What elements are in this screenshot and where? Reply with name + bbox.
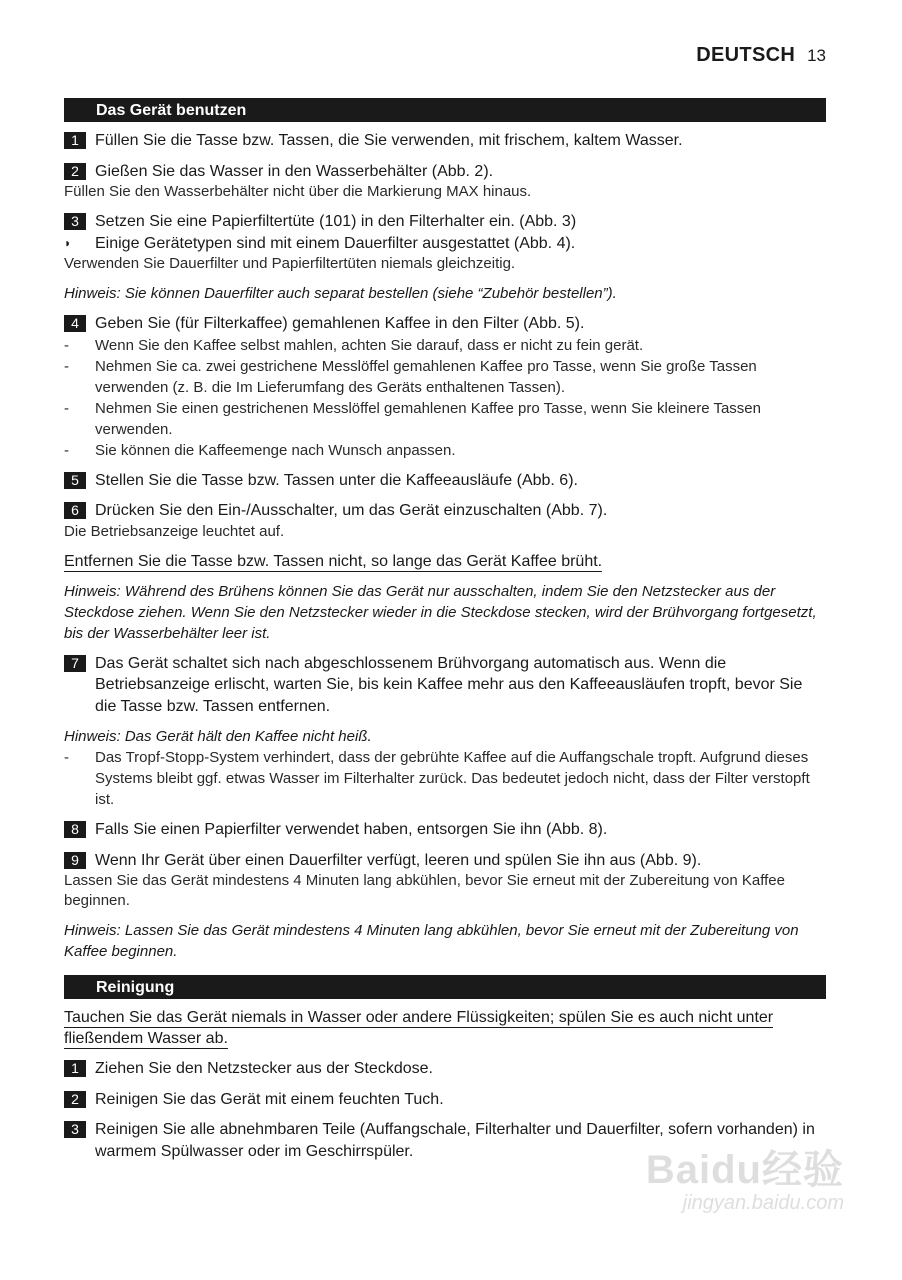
step-8	[64, 819, 826, 841]
clean-step-1	[64, 1058, 826, 1080]
step-2	[64, 161, 826, 203]
step-number: 1	[64, 1060, 86, 1077]
step-text: Falls Sie einen Papierfilter verwendet haben, entsorgen Sie ihn (Abb. 8).	[95, 821, 608, 838]
step-number: 5	[64, 472, 86, 489]
page-content	[64, 98, 826, 1171]
step-1	[64, 130, 826, 152]
page-number: 13	[807, 46, 826, 65]
step-number: 4	[64, 315, 86, 332]
section-title-cleaning: Reinigung	[64, 975, 826, 999]
step-subtext: Die Betriebsanzeige leuchtet auf.	[64, 522, 285, 540]
note-keep-warm	[64, 726, 826, 810]
step-subtext: Lassen Sie das Gerät mindestens 4 Minuten lang abkühlen, bevor Sie erneut mit der Zubereitung von Kaffee beginnen.	[64, 872, 785, 909]
bullet-item	[64, 233, 826, 255]
step-5	[64, 470, 826, 492]
page-header	[696, 44, 826, 67]
list-item-text: Sie können die Kaffeemenge nach Wunsch anpassen.	[95, 441, 456, 459]
warning-text: Tauchen Sie das Gerät niemals in Wasser oder andere Flüssigkeiten; spülen Sie es auch nicht unter fließendem Wasser ab.	[64, 1009, 774, 1047]
note-switch-off: Hinweis: Während des Brühens können Sie das Gerät nur ausschalten, indem Sie den Netzstecker aus der Steckdose ziehen. Wenn Sie den Netzstecker wieder in die Steckdose stecken, wird der Brühvorgang fortgesetzt, bis der Wasserbehälter leer ist.	[64, 582, 817, 642]
step-text: Ziehen Sie den Netzstecker aus der Steckdose.	[95, 1060, 433, 1077]
step-text: Stellen Sie die Tasse bzw. Tassen unter die Kaffeeausläufe (Abb. 6).	[95, 471, 578, 489]
step-number: 3	[64, 213, 86, 230]
step-number: 6	[64, 502, 86, 519]
step-number: 1	[64, 132, 86, 149]
step-text: Setzen Sie eine Papierfiltertüte (101) in den Filterhalter ein. (Abb. 3)	[95, 213, 577, 230]
step-number: 2	[64, 163, 86, 180]
step-number: 7	[64, 655, 86, 672]
step-text: Drücken Sie den Ein-/Ausschalter, um das Gerät einzuschalten (Abb. 7).	[95, 502, 608, 519]
step-text: Wenn Ihr Gerät über einen Dauerfilter verfügt, leeren und spülen Sie ihn aus (Abb. 9).	[95, 851, 702, 869]
bullet-text: Einige Gerätetypen sind mit einem Dauerfilter ausgestattet (Abb. 4).	[95, 234, 576, 252]
note-text: Hinweis: Das Gerät hält den Kaffee nicht heiß.	[64, 728, 372, 745]
list-item: - Wenn Sie den Kaffee selbst mahlen, achten Sie darauf, dass er nicht zu fein gerät.	[64, 336, 644, 354]
step-3	[64, 211, 826, 274]
language-label: DEUTSCH	[696, 44, 796, 66]
step-number: 2	[64, 1091, 86, 1108]
note-separate-filter: Hinweis: Sie können Dauerfilter auch separat bestellen (siehe “Zubehör bestellen”).	[64, 285, 617, 302]
list-item-text: Nehmen Sie einen gestrichenen Messlöffel gemahlenen Kaffee pro Tasse, wenn Sie kleinere Tassen verwenden.	[95, 399, 761, 438]
step-7	[64, 653, 826, 718]
step-text: Gießen Sie das Wasser in den Wasserbehälter (Abb. 2).	[95, 162, 494, 180]
step-text: Reinigen Sie das Gerät mit einem feuchten Tuch.	[95, 1090, 444, 1108]
step-text: Füllen Sie die Tasse bzw. Tassen, die Sie verwenden, mit frischem, kaltem Wasser.	[95, 132, 683, 149]
step-subtext: Verwenden Sie Dauerfilter und Papierfiltertüten niemals gleichzeitig.	[64, 255, 516, 272]
list-item-text: Nehmen Sie ca. zwei gestrichene Messlöffel gemahlenen Kaffee pro Tasse, wenn Sie große Tassen verwenden (z. B. die Im Lieferumfang des Geräts enthaltenen Tassen).	[95, 357, 757, 396]
watermark-url: jingyan.baidu.com	[682, 1192, 844, 1214]
step-4	[64, 313, 826, 461]
clean-step-2	[64, 1089, 826, 1111]
step-6	[64, 500, 826, 542]
note-cool-down: Hinweis: Lassen Sie das Gerät mindestens 4 Minuten lang abkühlen, bevor Sie erneut mit der Zubereitung von Kaffee beginnen.	[64, 922, 799, 960]
list-item-text: Das Tropf-Stopp-System verhindert, dass der gebrühte Kaffee auf die Auffangschale tropft. Aufgrund dieses Systems bleibt ggf. etwas Wasser im Filterhalter zurück. Das bedeutet jedoch nicht, dass der Filter verstopft ist.	[95, 749, 810, 808]
step-9	[64, 850, 826, 912]
step-text: Das Gerät schaltet sich nach abgeschlossenem Brühvorgang automatisch aus. Wenn die Betriebsanzeige erlischt, warten Sie, bis kein Kaffee mehr aus den Kaffeeausläufen tropft, bevor Sie die Tasse bzw. Tassen entfernen.	[95, 654, 803, 715]
warning-brewing	[64, 551, 826, 572]
watermark-logo	[646, 1148, 844, 1214]
warning-cleaning	[64, 1007, 826, 1049]
list-item: - Sie können die Kaffeemenge nach Wunsch anpassen.	[64, 441, 456, 459]
list-item: - Nehmen Sie einen gestrichenen Messlöffel gemahlenen Kaffee pro Tasse, wenn Sie kleinere Tassen verwenden.	[64, 399, 761, 438]
watermark-main: Baidu经验	[645, 1148, 844, 1192]
step-text: Reinigen Sie alle abnehmbaren Teile (Auffangschale, Filterhalter und Dauerfilter, sofern vorhanden) in warmem Spülwasser oder im Geschirrspüler.	[95, 1121, 815, 1160]
triangle-bullet-icon: ◗	[64, 235, 72, 250]
warning-text: Entfernen Sie die Tasse bzw. Tassen nicht, so lange das Gerät Kaffee brüht.	[64, 552, 603, 570]
section-title-usage: Das Gerät benutzen	[64, 98, 826, 122]
step-number: 3	[64, 1121, 86, 1138]
step-text: Geben Sie (für Filterkaffee) gemahlenen Kaffee in den Filter (Abb. 5).	[95, 315, 585, 332]
list-item: - Nehmen Sie ca. zwei gestrichene Messlöffel gemahlenen Kaffee pro Tasse, wenn Sie große Tassen verwenden (z. B. die Im Lieferumfang des Geräts enthaltenen Tassen).	[64, 357, 757, 396]
step-subtext: Füllen Sie den Wasserbehälter nicht über die Markierung MAX hinaus.	[64, 183, 532, 200]
list-item-text: Wenn Sie den Kaffee selbst mahlen, achten Sie darauf, dass er nicht zu fein gerät.	[95, 336, 644, 354]
list-item: - Das Tropf-Stopp-System verhindert, dass der gebrühte Kaffee auf die Auffangschale tropft. Aufgrund dieses Systems bleibt ggf. etwas Wasser im Filterhalter zurück. Das bedeutet jedoch nicht, dass der Filter verstopft ist.	[64, 749, 810, 808]
step-number: 9	[64, 852, 86, 869]
step-number: 8	[64, 821, 86, 838]
